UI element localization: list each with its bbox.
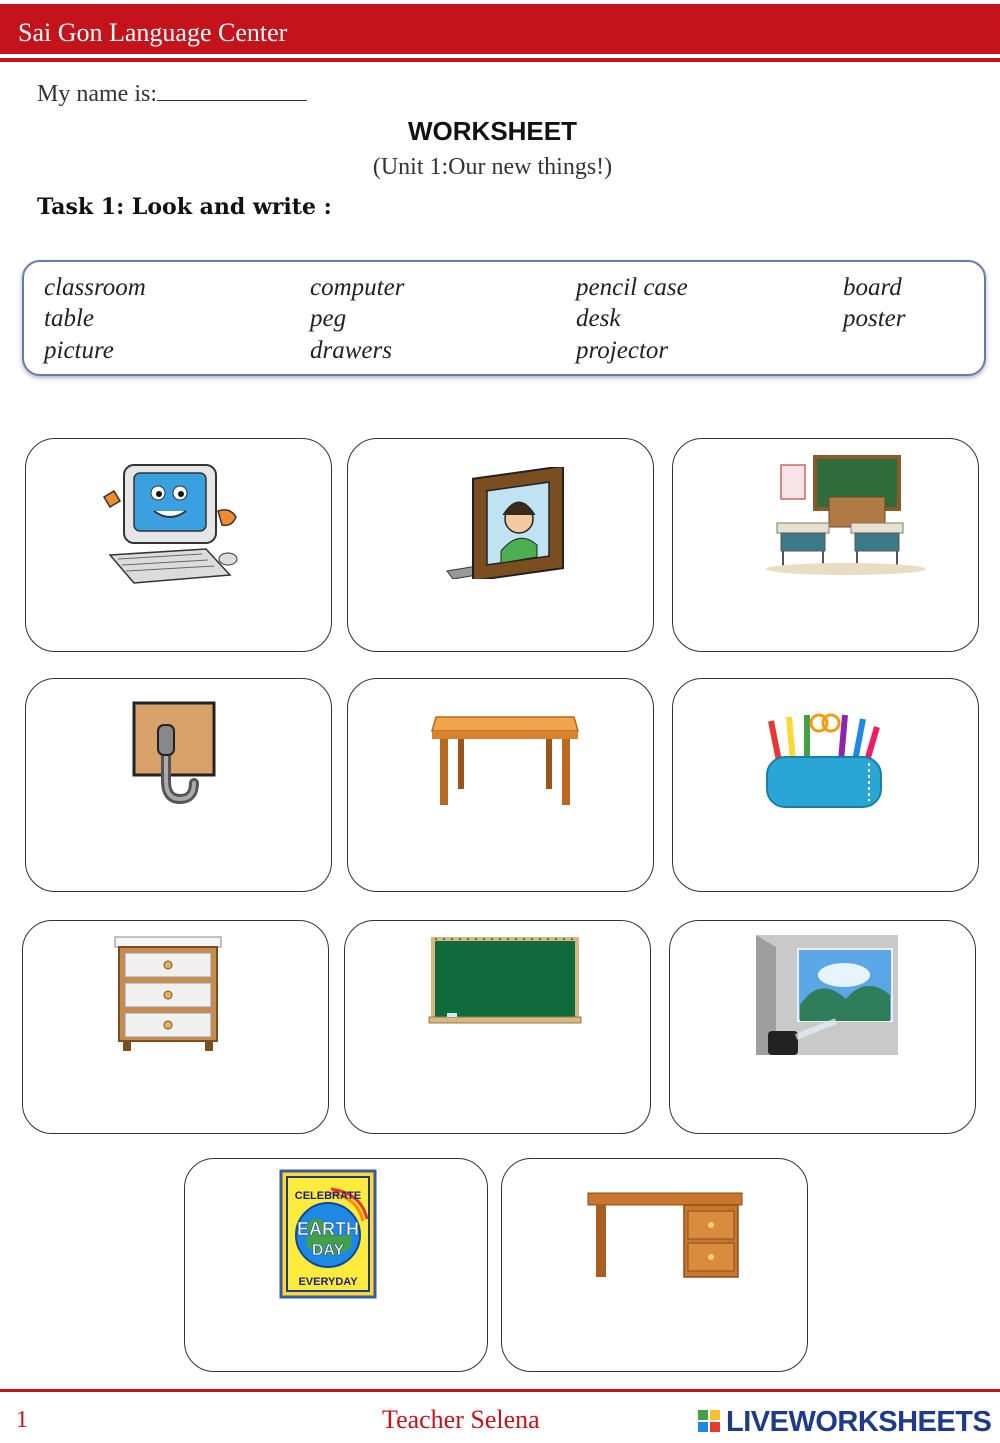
name-prompt xyxy=(37,80,307,108)
board-icon xyxy=(427,937,583,1027)
teacher-name: Teacher Selena xyxy=(382,1405,540,1434)
poster-line-2: EARTH xyxy=(297,1219,359,1239)
brand-name: LIVEWORKSHEETS xyxy=(726,1405,992,1438)
card-board[interactable] xyxy=(344,920,651,1134)
card-drawers[interactable] xyxy=(22,920,329,1134)
word-bank-item: peg xyxy=(310,305,347,332)
classroom-icon xyxy=(763,453,929,575)
desk-icon xyxy=(586,1191,744,1281)
card-classroom[interactable] xyxy=(672,438,979,652)
header-bar xyxy=(0,4,1000,54)
poster-line-1: CELEBRATE xyxy=(294,1190,362,1202)
table-icon xyxy=(430,709,580,809)
card-computer[interactable] xyxy=(25,438,332,652)
page-number: 1 xyxy=(16,1407,28,1433)
worksheet-title: WORKSHEET xyxy=(408,116,577,146)
word-bank-item: board xyxy=(843,274,902,301)
drawers-icon xyxy=(113,935,223,1055)
peg-icon xyxy=(126,697,218,809)
poster-line-3: DAY xyxy=(311,1242,345,1259)
header-divider xyxy=(0,58,1000,62)
liveworksheets-logo[interactable] xyxy=(698,1406,991,1438)
name-label: My name is: xyxy=(37,81,157,107)
word-bank-item: picture xyxy=(44,337,114,364)
word-bank-item: table xyxy=(44,305,94,332)
word-bank-item: classroom xyxy=(44,274,146,301)
word-bank-item: drawers xyxy=(310,337,392,364)
word-bank xyxy=(22,260,986,376)
word-bank-item: poster xyxy=(843,305,906,332)
card-poster[interactable] xyxy=(184,1158,488,1372)
card-projector[interactable] xyxy=(669,920,976,1134)
computer-icon xyxy=(96,459,246,589)
liveworksheets-icon xyxy=(698,1410,722,1434)
card-table[interactable] xyxy=(347,678,654,892)
poster-line-4: EVERYDAY xyxy=(298,1276,358,1288)
name-blank[interactable] xyxy=(157,80,307,101)
center-name: Sai Gon Language Center xyxy=(18,18,288,47)
worksheet-subtitle: (Unit 1:Our new things!) xyxy=(372,154,613,180)
word-bank-item: pencil case xyxy=(576,274,688,301)
card-picture[interactable] xyxy=(347,438,654,652)
framed-picture-icon xyxy=(443,467,573,579)
poster-icon xyxy=(279,1169,377,1299)
word-bank-item: desk xyxy=(576,305,621,332)
pencil-case-icon xyxy=(763,711,889,813)
footer-divider xyxy=(0,1389,1000,1392)
task-instruction: Task 1: Look and write : xyxy=(37,194,332,220)
card-desk[interactable] xyxy=(501,1158,808,1372)
word-bank-item: projector xyxy=(576,337,669,364)
word-bank-item: computer xyxy=(310,274,405,301)
card-pencil-case[interactable] xyxy=(672,678,979,892)
card-peg[interactable] xyxy=(25,678,332,892)
projector-icon xyxy=(756,935,898,1055)
